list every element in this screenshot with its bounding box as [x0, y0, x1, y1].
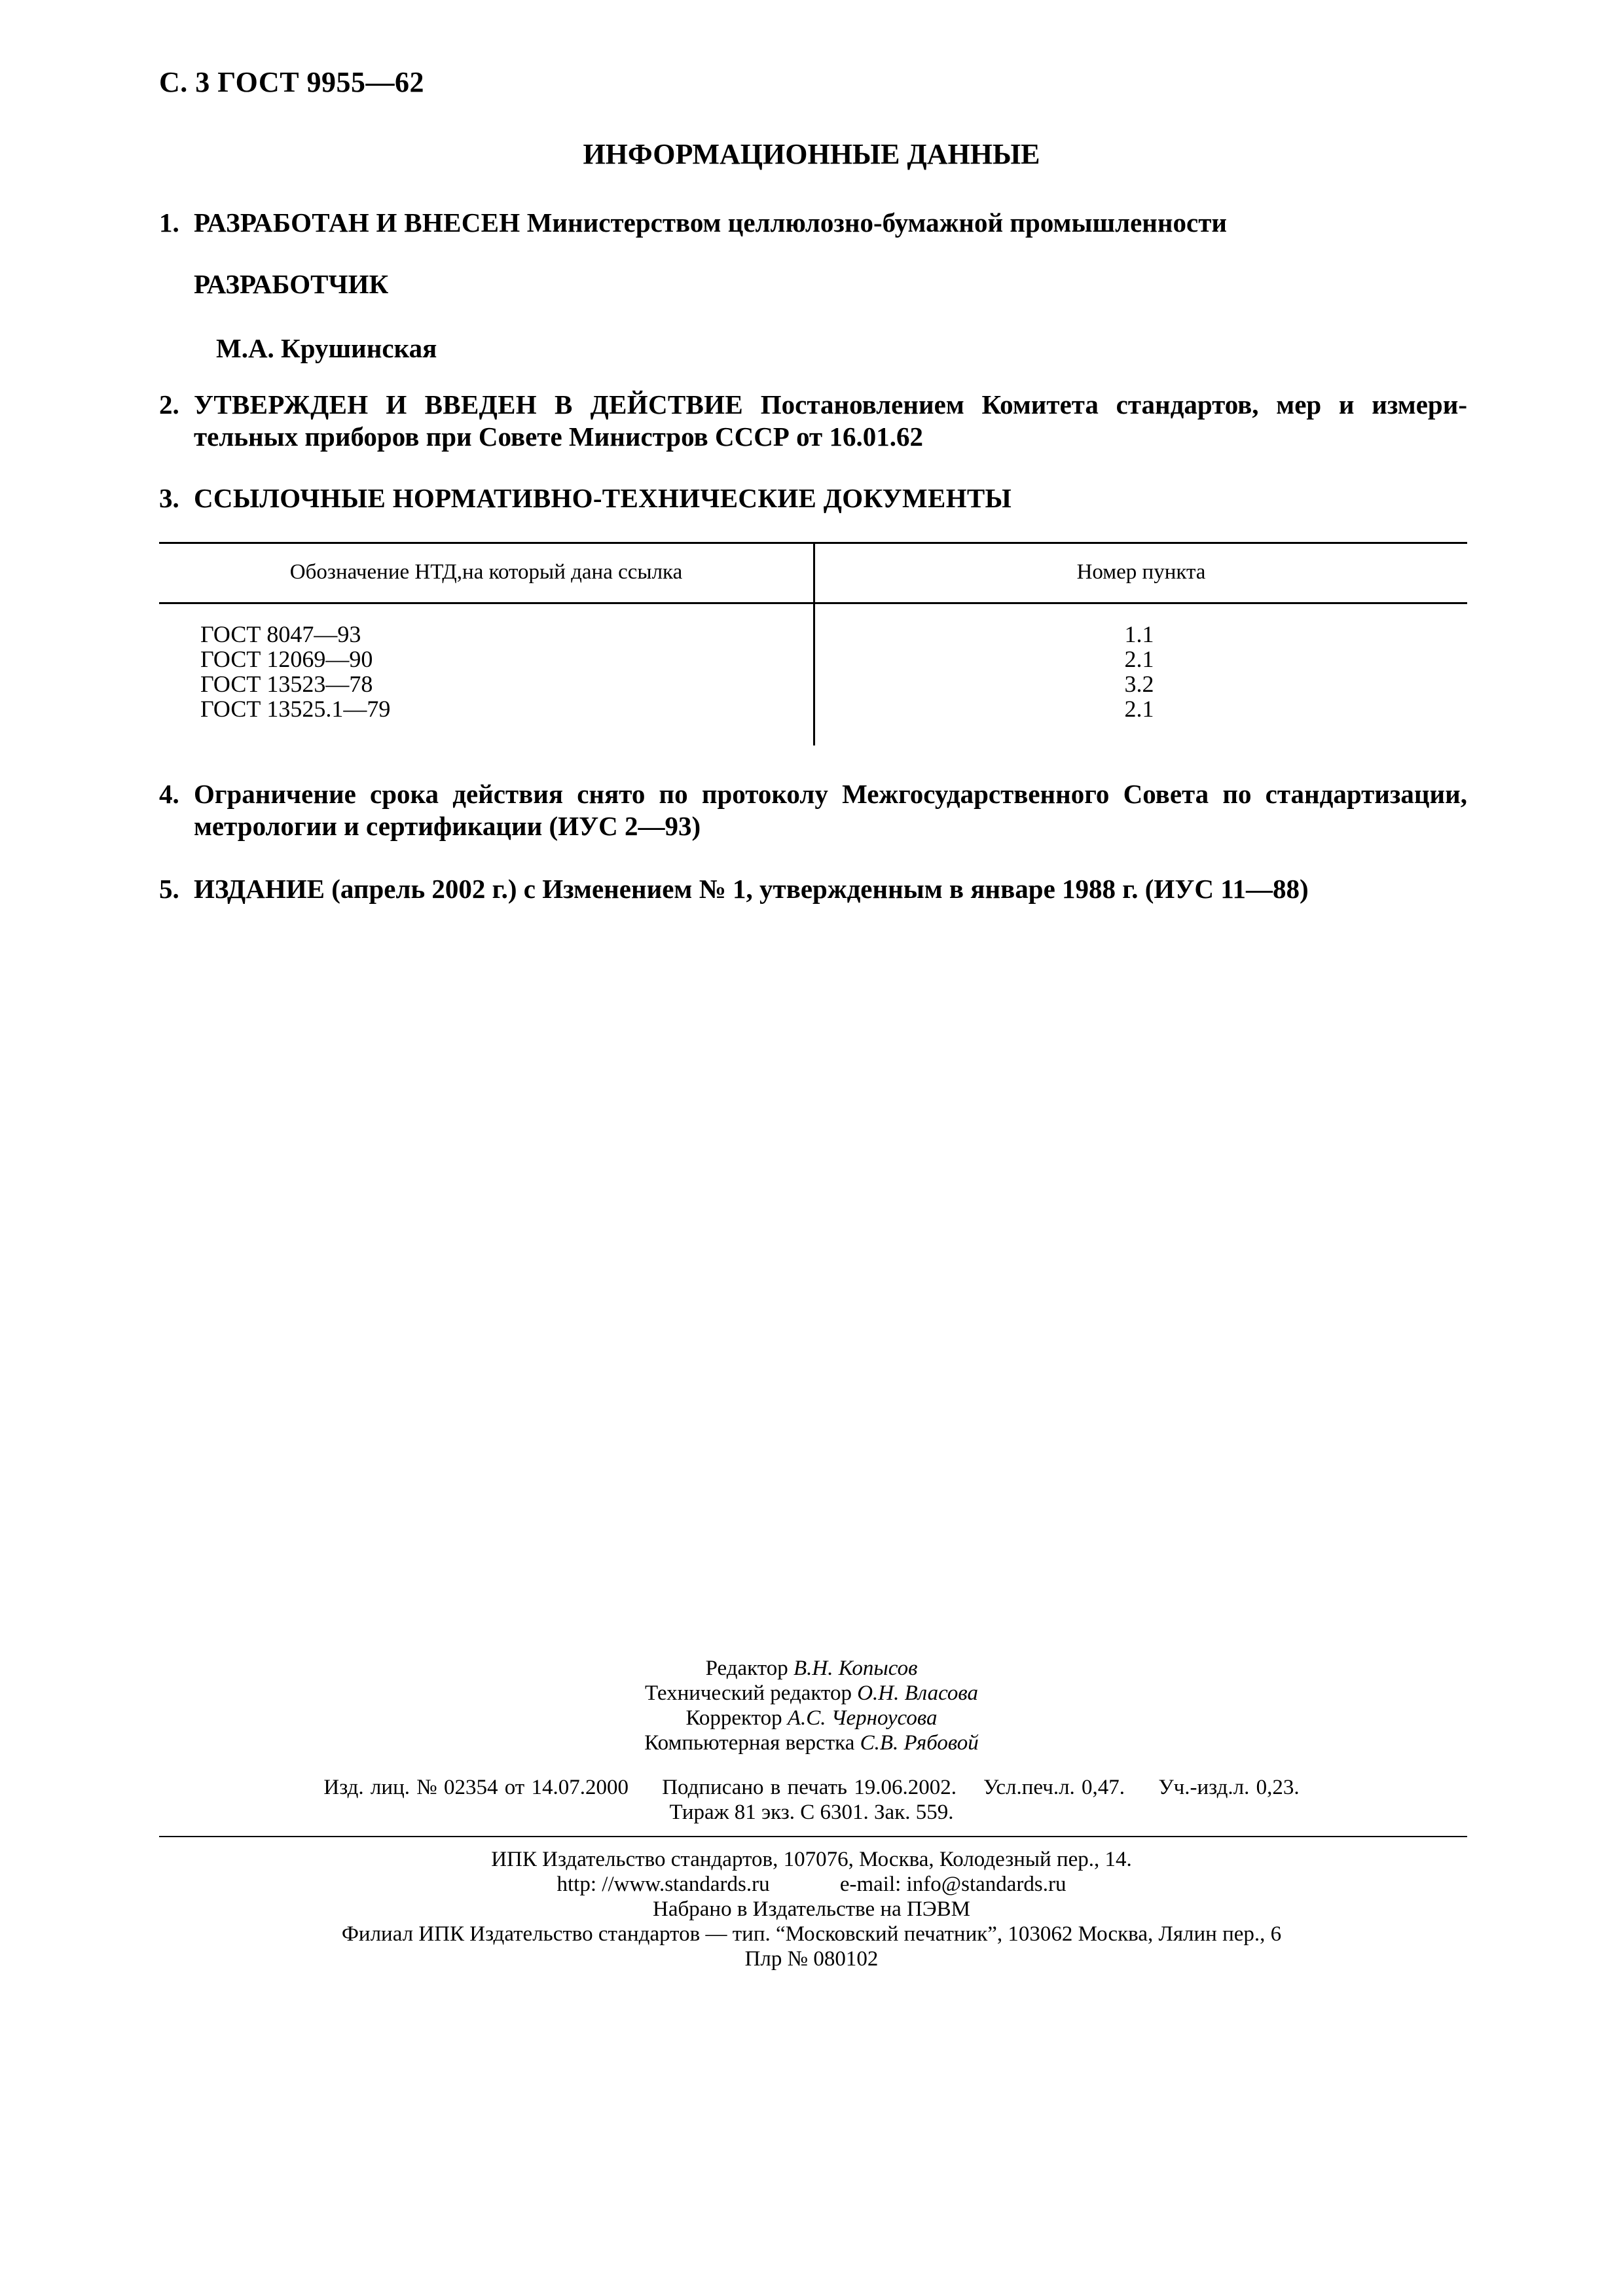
tech-editor-name: О.Н. Власова — [857, 1681, 979, 1705]
layout-line — [0, 1731, 1623, 1755]
table-header-clause: Номер пункта — [1076, 560, 1206, 584]
editor-line — [0, 1656, 1623, 1681]
item-5-number: 5. — [159, 874, 179, 904]
item-2-number: 2. — [159, 389, 179, 420]
editor-name: В.Н. Копысов — [793, 1657, 918, 1680]
layout-label: Компьютерная верстка — [644, 1731, 855, 1755]
layout-name: С.В. Рябовой — [860, 1731, 979, 1755]
publisher-sheets-text: Уч.-изд.л. 0,23. — [1158, 1776, 1300, 1799]
item-5 — [159, 873, 1309, 905]
item-3 — [159, 482, 1012, 514]
imprint-divider — [159, 1836, 1467, 1837]
item-1-label: РАЗРАБОТАН И ВНЕСЕН — [194, 207, 520, 238]
editor-label: Редактор — [705, 1657, 788, 1680]
item-4-line-2: метрологии и сертификации (ИУС 2—93) — [194, 811, 701, 841]
print-details-line — [0, 1775, 1623, 1800]
contacts-line — [0, 1872, 1623, 1897]
proofreader-line — [0, 1706, 1623, 1731]
developer-label: РАЗРАБОТЧИК — [194, 269, 389, 299]
table-cell-clause: 1.1 — [1124, 621, 1154, 647]
publisher-block — [0, 1847, 1623, 1971]
document-title: ИНФОРМАЦИОННЫЕ ДАННЫЕ — [583, 138, 1040, 170]
website-text: http: //www.standards.ru — [556, 1873, 770, 1896]
item-5-label: ИЗДАНИЕ — [194, 874, 325, 904]
item-1-number: 1. — [159, 207, 179, 238]
tech-editor-line — [0, 1681, 1623, 1706]
typeset-text: Набрано в Издательстве на ПЭВМ — [653, 1897, 970, 1921]
print-details — [0, 1775, 1623, 1825]
item-1-text: Министерством целлюлозно-бумажной промышленности — [526, 207, 1227, 238]
proofreader-label: Корректор — [685, 1706, 782, 1730]
publisher-address: ИПК Издательство стандартов, 107076, Москва, Колодезный пер., 14. — [491, 1848, 1132, 1871]
item-4-number: 4. — [159, 779, 179, 809]
developer-name: М.А. Крушинская — [216, 333, 437, 363]
item-2-line-1 — [159, 389, 1467, 420]
table-cell-clause: 2.1 — [1124, 646, 1154, 672]
item-5-text: (апрель 2002 г.) с Изменением № 1, утвержденным в январе 1988 г. (ИУС 11—88) — [331, 874, 1309, 904]
print-sheets-text: Усл.печ.л. 0,47. — [983, 1776, 1125, 1799]
item-3-number: 3. — [159, 483, 179, 513]
item-4-line-1 — [159, 778, 1467, 810]
plr-text: Плр № 080102 — [744, 1947, 879, 1971]
item-1 — [159, 207, 1227, 238]
table-cell-clause: 2.1 — [1124, 696, 1154, 722]
imprint-credits — [0, 1656, 1623, 1755]
table-cell-document: ГОСТ 8047—93 — [200, 621, 361, 647]
table-cell-document: ГОСТ 12069—90 — [200, 646, 373, 672]
table-row — [1074, 622, 1205, 721]
table-row — [200, 622, 390, 721]
table-cell-document: ГОСТ 13523—78 — [200, 671, 373, 697]
table-cell-document: ГОСТ 13525.1—79 — [200, 696, 391, 722]
item-4 — [159, 778, 1467, 810]
license-text: Изд. лиц. № 02354 от 14.07.2000 — [323, 1776, 629, 1799]
item-2-label: УТВЕРЖДЕН И ВВЕДЕН В ДЕЙСТВИЕ — [194, 389, 744, 420]
run-text: Тираж 81 экз. С 6301. Зак. 559. — [669, 1801, 954, 1824]
email-text: e-mail: info@standards.ru — [839, 1873, 1067, 1896]
item-2-line-2: тельных приборов при Совете Министров СССР от 16.01.62 — [194, 422, 923, 452]
table-header-document: Обозначение НТД,на который дана ссылка — [289, 560, 683, 584]
item-2 — [159, 389, 1467, 420]
item-4-line-1-text: Ограничение срока действия снято по протоколу Межгосударственного Совета по стандартизации, — [194, 779, 1467, 809]
tech-editor-label: Технический редактор — [644, 1681, 852, 1705]
branch-text: Филиал ИПК Издательство стандартов — тип. “Московский печатник”, 103062 Москва, Лялин пер., 6 — [341, 1922, 1282, 1946]
item-2-line-1-text: Постановлением Комитета стандартов, мер и измери- — [760, 389, 1467, 420]
page-header: С. 3 ГОСТ 9955—62 — [159, 66, 425, 98]
proofreader-name: А.С. Черноусова — [787, 1706, 938, 1730]
table-header-rule — [159, 602, 1467, 604]
table-cell-clause: 3.2 — [1124, 671, 1154, 697]
signed-text: Подписано в печать 19.06.2002. — [662, 1776, 957, 1799]
item-3-label: ССЫЛОЧНЫЕ НОРМАТИВНО-ТЕХНИЧЕСКИЕ ДОКУМЕНТЫ — [194, 483, 1012, 513]
